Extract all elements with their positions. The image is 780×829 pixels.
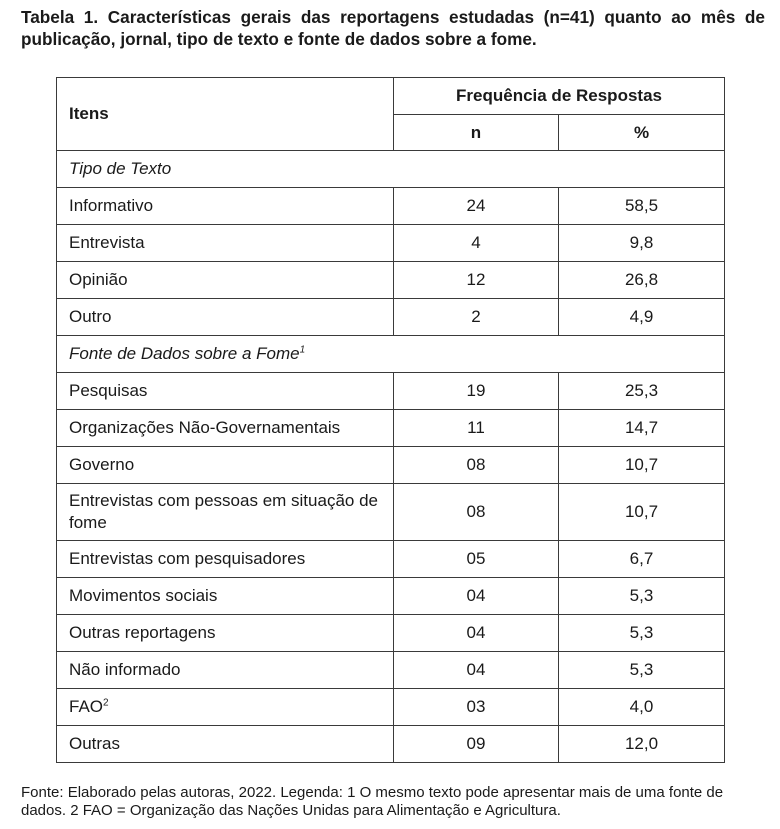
table-row [57,262,725,299]
cell-item: Entrevistas com pessoas em situação de fome [57,484,394,541]
cell-n: 24 [394,188,559,225]
cell-n: 12 [394,262,559,299]
cell-n: 05 [394,541,559,578]
cell-percent: 25,3 [559,373,725,410]
cell-item: FAO$^2$ [57,689,394,726]
cell-percent: 4,0 [559,689,725,726]
cell-percent: 14,7 [559,410,725,447]
cell-n: 03 [394,689,559,726]
table-row [57,484,725,541]
cell-n: 08 [394,484,559,541]
table-row [57,726,725,763]
cell-item: Não informado [57,652,394,689]
cell-item: Outras reportagens [57,615,394,652]
table-row [57,652,725,689]
cell-percent: 10,7 [559,484,725,541]
table-row [57,615,725,652]
header-percent: % [559,115,725,151]
cell-percent: 9,8 [559,225,725,262]
table-row [57,299,725,336]
cell-item: Governo [57,447,394,484]
cell-n: 04 [394,615,559,652]
table-caption: Tabela 1. Características gerais das reportagens estudadas (n=41) quanto ao mês de publicação, jornal, tipo de texto e fonte de dados sobre a fome. [21,7,765,49]
header-n: n [394,115,559,151]
cell-percent: 5,3 [559,615,725,652]
cell-item: Outras [57,726,394,763]
cell-item: Opinião [57,262,394,299]
cell-percent: 26,8 [559,262,725,299]
section-title: Tipo de Texto [57,151,725,188]
footnote-marker: 1 [299,344,306,356]
cell-item: Informativo [57,188,394,225]
table-row [57,541,725,578]
cell-n: 19 [394,373,559,410]
cell-n: 2 [394,299,559,336]
cell-percent: 5,3 [559,578,725,615]
cell-percent: 12,0 [559,726,725,763]
cell-n: 4 [394,225,559,262]
cell-item: Movimentos sociais [57,578,394,615]
cell-item: Organizações Não-Governamentais [57,410,394,447]
cell-percent: 4,9 [559,299,725,336]
table-row [57,578,725,615]
table-row [57,447,725,484]
cell-percent: 5,3 [559,652,725,689]
cell-item: Outro [57,299,394,336]
cell-n: 04 [394,652,559,689]
section-row [57,336,725,373]
header-items: Itens [57,78,394,151]
cell-n: 04 [394,578,559,615]
section-row [57,151,725,188]
cell-percent: 58,5 [559,188,725,225]
table-row [57,410,725,447]
footnote-marker: 2 [103,697,109,709]
table-row [57,188,725,225]
table-row [57,689,725,726]
cell-item: Entrevistas com pesquisadores [57,541,394,578]
table-row [57,225,725,262]
cell-n: 08 [394,447,559,484]
table-row [57,373,725,410]
section-title: Fonte de Dados sobre a Fome$^1$ [57,336,725,373]
cell-item: Pesquisas [57,373,394,410]
cell-percent: 10,7 [559,447,725,484]
table-footnote: Fonte: Elaborado pelas autoras, 2022. Legenda: 1 O mesmo texto pode apresentar mais de uma fonte de dados. 2 FAO = Organização das Nações Unidas para Alimentação e Agricultura. [21,784,724,819]
header-frequency-group: Frequência de Respostas [394,78,725,115]
cell-n: 09 [394,726,559,763]
cell-n: 11 [394,410,559,447]
cell-item: Entrevista [57,225,394,262]
cell-percent: 6,7 [559,541,725,578]
data-table [56,77,725,763]
